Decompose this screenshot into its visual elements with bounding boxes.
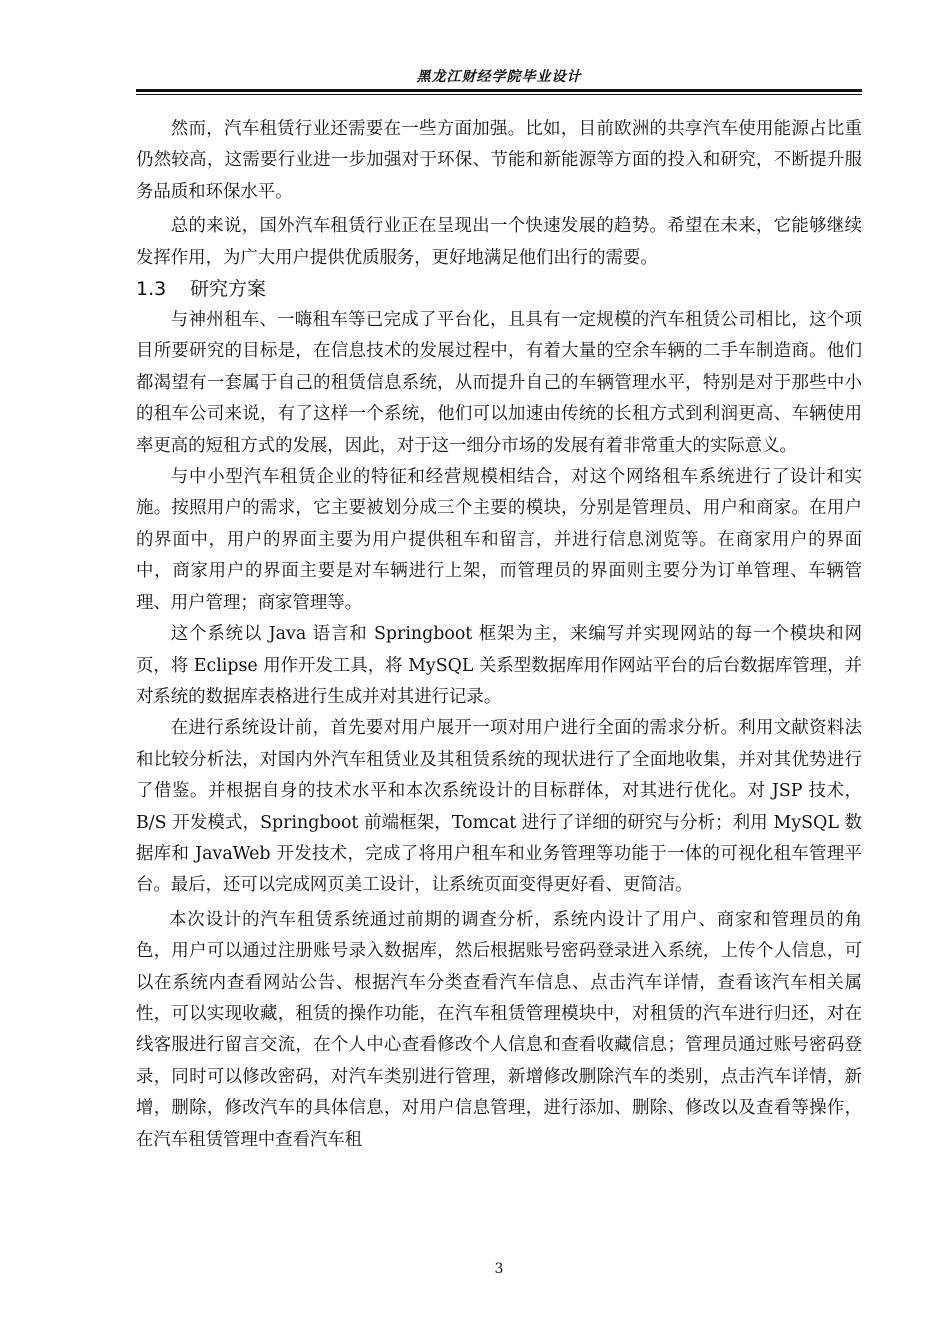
paragraph-modules: 与中小型汽车租赁企业的特征和经营规模相结合，对这个网络租车系统进行了设计和实施。按照用户的需求，它主要被划分成三个主要的模块，分别是管理员、用户和商家。在用户的界面中，用户的界面主要为用户提供租车和留言，并进行信息浏览等。在商家用户的界面中，商家用户的界面主要是对车辆进行上架，而管理员的界面则主要分为订单管理、车辆管理、用户管理；商家管理等。	[136, 467, 862, 613]
paragraph-requirements: 在进行系统设计前，首先要对用户展开一项对用户进行全面的需求分析。利用文献资料法和比较分析法，对国内外汽车租赁业及其租赁系统的现状进行了全面地收集，并对其优势进行了借鉴。并根据自身的技术水平和本次系统设计的目标群体，对其进行优化。对 JSP 技术，B/S 开发模式，Springboot 前端框架，Tomcat 进行了详细的研究与分析；利用 MySQL 数据库和 JavaWeb 开发技术，完成了将用户租车和业务管理等功能于一体的可视化租车管理平台。最后，还可以完成网页美工设计，让系统页面变得更好看、更简洁。	[136, 718, 862, 896]
section-number: 1.3	[136, 278, 167, 301]
running-header: 黑龙江财经学院毕业设计	[416, 69, 582, 85]
page-number: 3	[494, 1261, 504, 1277]
header-rule-thick	[136, 89, 862, 92]
header-rule-thin	[136, 94, 862, 95]
paragraph-summary: 总的来说，国外汽车租赁行业正在呈现出一个快速发展的趋势。希望在未来，它能够继续发挥作用，为广大用户提供优质服务，更好地满足他们出行的需要。	[136, 216, 862, 268]
body-text	[136, 114, 862, 1156]
section-heading	[136, 274, 862, 305]
paragraph-technology: 这个系统以 Java 语言和 Springboot 框架为主，来编写并实现网站的每一个模块和网页，将 Eclipse 用作开发工具，将 MySQL 关系型数据库用作网站平台的后台数据库管理，并对系统的数据库表格进行生成并对其进行记录。	[136, 624, 862, 707]
paragraph-environmental: 然而，汽车租赁行业还需要在一些方面加强。比如，目前欧洲的共享汽车使用能源占比重仍然较高，这需要行业进一步加强对于环保、节能和新能源等方面的投入和研究，不断提升服务品质和环保水平。	[136, 119, 862, 202]
paragraph-research-target: 与神州租车、一嗨租车等已完成了平台化，且具有一定规模的汽车租赁公司相比，这个项目所要研究的目标是，在信息技术的发展过程中，有着大量的空余车辆的二手车制造商。他们都渴望有一套属于自己的租赁信息系统，从而提升自己的车辆管理水平，特别是对于那些中小的租车公司来说，有了这样一个系统，他们可以加速由传统的长租方式到利润更高、车辆使用率更高的短租方式的发展，因此，对于这一细分市场的发展有着非常重大的实际意义。	[136, 310, 862, 456]
paragraph-design-overview: 本次设计的汽车租赁系统通过前期的调查分析，系统内设计了用户、商家和管理员的角色，用户可以通过注册账号录入数据库，然后根据账号密码登录进入系统，上传个人信息，可以在系统内查看网站公告、根据汽车分类查看汽车信息、点击汽车详情，查看该汽车相关属性，可以实现收藏，租赁的操作功能，在汽车租赁管理模块中，对租赁的汽车进行归还，对在线客服进行留言交流，在个人中心查看修改个人信息和查看收藏信息；管理员通过账号密码登录，同时可以修改密码，对汽车类别进行管理，新增修改删除汽车的类别，点击汽车详情，新增，删除，修改汽车的具体信息，对用户信息管理，进行添加、删除、修改以及查看等操作，在汽车租赁管理中查看汽车租	[136, 909, 862, 1150]
section-title: 研究方案	[190, 278, 267, 301]
